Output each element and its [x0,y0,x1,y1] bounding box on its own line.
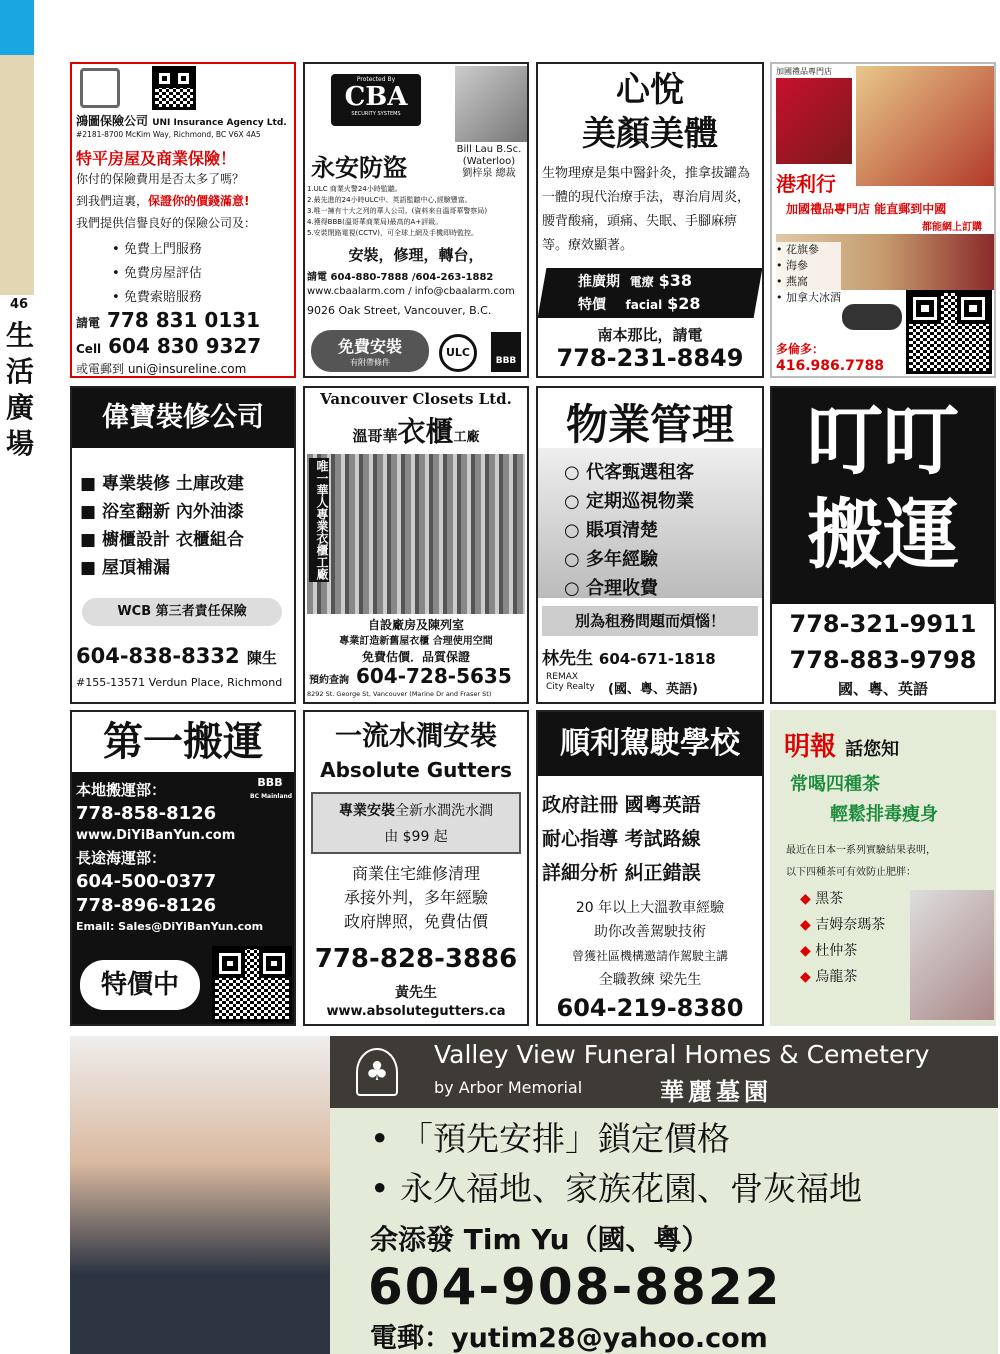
list-item: ○ 代客甄選租客 [564,462,694,483]
list-item: ■ 櫥櫃設計 衣櫃組合 [80,530,244,550]
reno-phone: 604-838-8332 陳生 [76,644,277,668]
gutters-name-en: Absolute Gutters [320,758,512,782]
closets-side: 唯一華人專業衣櫃工廠 [309,458,329,582]
driving-title: 順利駕駛學校 [538,712,762,776]
insurance-email: 或電郵到 uni@insureline.com [76,362,247,376]
beauty-body: 生物理療是集中醫針灸，推拿拔罐為一體的現代治療手法，專治肩周炎，腰背酸痛，頭痛、失眠、手腳麻痹等。療效顯著。 [542,166,751,253]
ginseng-box-photo [776,78,852,164]
ad-cba [303,62,529,378]
cba-web: www.cbaalarm.com / info@cbaalarm.com [307,286,515,297]
bbb-logo: BBB BC Mainland [250,776,293,800]
teapot-photo [910,890,994,1020]
closets-title: 溫哥華衣櫃工廠 [352,415,480,448]
property-items [564,458,694,603]
gutters-web: www.absolutegutters.ca [326,1004,506,1019]
cba-phone: 請電 604-880-7888 /604-263-1882 [307,272,494,283]
qr-code-icon [152,66,196,110]
person-photo [455,66,527,142]
page-number: 46 [10,297,29,312]
remax-logo: REMAX City Realty [546,672,595,692]
list-item: ■ 專業裝修 土庫改建 [80,474,244,494]
cba-logo: Protected By CBA SECURITY SYSTEMS [331,74,421,126]
property-title: 物業管理 [565,400,734,449]
gutters-phone: 778-828-3886 [314,944,518,974]
side-tab-cyan [0,0,34,55]
ad-insurance [70,62,296,378]
ad-driving [536,710,764,1026]
gutters-person: 黃先生 [395,985,437,1001]
list-item: • 永久福地、家族花園、骨灰福地 [370,1169,862,1208]
list-item: ■ 屋頂補漏 [80,558,170,578]
insurance-line3: 我們提供信譽良好的保險公司及： [76,216,257,230]
ginseng-phone: 416.986.7788 [776,358,885,374]
ad-beauty [536,62,764,378]
ginseng-tags: 加國禮品專門店 能直郵到中國 [786,202,947,216]
ginseng-items [776,242,841,306]
reno-address: #155-13571 Verdun Place, Richmond [76,676,283,689]
funeral-bullets [370,1114,862,1214]
list-item: • 海參 [776,259,808,272]
list-item: • 免費房屋評估 [112,266,202,281]
ginseng-tag3: 都能網上訂購 [922,222,982,233]
reno-title: 偉寶裝修公司 [72,388,294,448]
closets-address: 8292 St. George St, Vancouver (Marine Dr and Fraser St) [307,690,492,698]
mingpao-headline: 常喝四種茶 輕鬆排毒瘦身 [790,774,938,825]
funeral-email: 電郵：yutim28@yahoo.com [370,1323,768,1354]
ad-gutters [303,710,529,1026]
gutters-box: 專業安裝全新水澗洗水澗 由 $99 起 [311,792,521,854]
mingpao-body: 最近在日本一系列實驗結果表明， 以下四種茶可有效防止肥胖： [786,845,936,878]
section-title [6,318,34,462]
ad-mingpao [770,710,996,1026]
cba-points: 1.ULC 商業火警24小時監聽。 2.最先進的24小時ULC中、英語監聽中心,經驗豐富。 3.唯一擁有十大之列的華人公司。(資料來自溫哥華警察局) 4.獲得BBB(溫哥華商業局)最高的A+評級。 5.安裝閉路電視(CCTV)，可全球上網及手機即時監控。 [307,185,488,237]
funeral-person: 余添發 Tim Yu（國、粵） [370,1223,710,1256]
list-item: • 免費索賠服務 [112,290,202,305]
cba-title: 永安防盜 [311,154,407,182]
funeral-phone: 604-908-8822 [368,1258,782,1316]
cba-person: Bill Lau B.Sc. (Waterloo) 劉梓泉 總裁 [456,144,522,179]
person-photo [70,1036,330,1354]
list-item: • 免費上門服務 [112,242,202,257]
insurance-headline: 特平房屋及商業保險！ [76,149,237,168]
list-item: ◆ 吉姆奈瑪茶 [800,917,886,933]
ginseng-city: 多倫多： [776,342,825,356]
list-item: ○ 賬項清楚 [564,520,658,541]
property-slogan: 別為租務問題而煩惱！ [542,606,758,636]
closets-phone: 預約查詢 604-728-5635 [309,664,512,688]
ginseng-name: 港利行 [776,172,836,196]
list-item: ○ 多年經驗 [564,549,658,570]
driving-phone: 604-219-8380 [556,994,744,1022]
moving-title: 第一搬運 [72,712,294,772]
closets-line3: 免費估價．品質保證 [361,650,470,664]
list-item: ◆ 黑茶 [800,891,844,907]
mingpao-teas [800,886,885,990]
funeral-cn: 華麗墓園 [660,1078,772,1106]
ad-dingding [770,386,996,704]
closets-line1: 自設廠房及陳列室 [367,618,464,632]
list-item: ○ 合理收費 [564,578,658,599]
beauty-phone: 778-231-8849 [556,344,744,372]
list-item: ◆ 杜仲茶 [800,943,858,959]
section-char: 場 [6,427,35,460]
insurance-tel: 請電 778 831 0131 [76,308,261,332]
mingpao-brand: 明報 話您知 [784,732,900,762]
gutters-title: 一流水澗安裝 [335,721,497,752]
insurance-address: #2181-8700 McKim Way, Richmond, BC V6X 4A5 [76,130,261,139]
list-item: ◆ 烏龍茶 [800,969,858,985]
cba-services: 安裝，修理，轉台， [348,246,484,264]
ginseng-top: 加國禮品專門店 [776,67,832,76]
section-char: 生 [6,319,35,352]
qr-code-icon [906,290,992,374]
funeral-header [330,1036,998,1108]
reno-items [80,470,244,582]
list-item: • 燕窩 [776,275,808,288]
property-contact: 林先生 604-671-1818 [542,649,716,669]
dingding-title: 叮叮 搬運 [807,396,959,579]
closet-photo [307,454,525,614]
moving-info: 本地搬運部： 778-858-8126 www.DiYiBanYun.com 長途海運部： 604-500-0377 778-896-8126 Email: Sales@DiYiBanYun.com [76,781,264,933]
ad-closets [303,386,529,704]
store-photo [856,66,994,186]
driving-lines: 20 年以上大溫教車經驗 助你改善駕駛技術 曾獲社區機構邀請作駕駛主講 全職教練 梁先生 [571,900,728,988]
closets-line2: 專業訂造新舊屋衣櫃 合理使用空間 [339,636,493,647]
list-item: • 「預先安排」鎖定價格 [370,1119,730,1158]
qr-code-icon [212,946,292,1022]
list-item: • 加拿大冰酒 [776,291,841,304]
insurance-cell: Cell 604 830 9327 [76,334,262,358]
promo-text: 推廣期 電療 $38 特價 facial $28 [578,271,701,313]
driving-bold-lines: 政府註冊 國粵英語 耐心指導 考試路線 詳細分析 糾正錯誤 [542,794,701,884]
reno-insurance: WCB 第三者責任保險 [82,598,282,626]
gutters-lines: 商業住宅維修清理 承接外判，多年經驗 政府牌照，免費估價 [343,864,488,931]
tree-icon: ♣ [356,1048,398,1096]
property-lang: (國、粵、英語) [608,682,698,697]
ad-reno [70,386,296,704]
funeral-by: by Arbor Memorial [434,1078,583,1097]
free-install-badge: 免費安裝 有附帶條件 [311,330,429,372]
moving-special: 特價中 [80,960,200,1010]
ad-ginseng [770,62,996,378]
insurance-line2: 到我們這裏，保證你的價錢滿意! [76,194,250,208]
cba-address: 9026 Oak Street, Vancouver, B.C. [307,304,492,317]
bbb-logo: BBB [491,332,521,372]
insurance-line1: 你付的保險費用是否太多了嗎？ [76,172,245,186]
beauty-area: 南本那比，請電 [597,326,703,344]
beauty-title: 心悅 美顏美體 [582,70,718,154]
closets-name-en: Vancouver Closets Ltd. [320,390,512,408]
section-char: 廣 [6,391,35,424]
list-item: • 花旗參 [776,243,819,256]
ad-funeral [70,1036,998,1354]
sea-cucumber-photo [842,304,902,330]
insurance-logo [80,68,120,108]
funeral-title: Valley View Funeral Homes & Cemetery [434,1040,930,1069]
ulc-logo: ULC [439,334,477,372]
ad-property [536,386,764,704]
dingding-phones: 778-321-9911 778-883-9798 國、粵、英語 [772,604,994,704]
insurance-items [112,238,202,310]
list-item: ○ 定期巡視物業 [564,491,694,512]
insurance-brand: 鴻圖保險公司 UNI Insurance Agency Ltd. [76,114,287,128]
list-item: ■ 浴室翻新 內外油漆 [80,502,244,522]
ad-moving [70,710,296,1026]
section-char: 活 [6,355,35,388]
side-tab-tan [0,55,34,295]
